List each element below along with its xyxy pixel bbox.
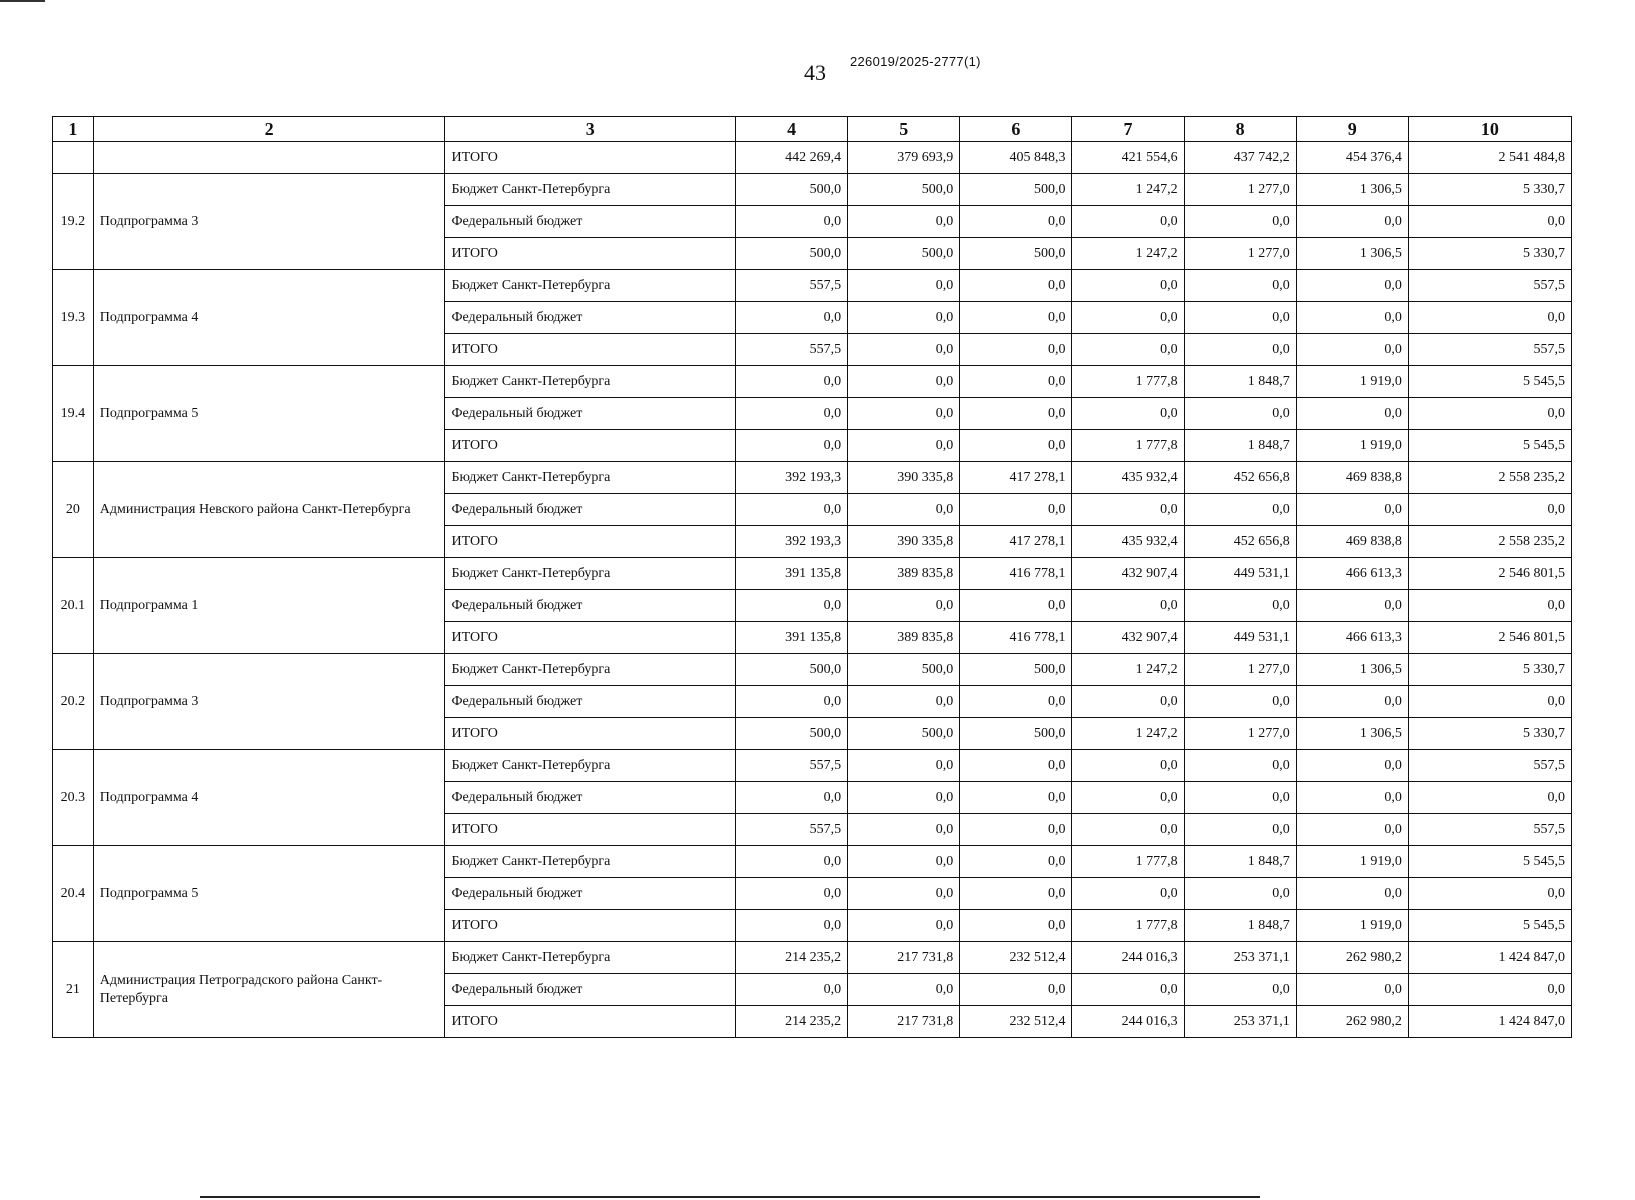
- funding-source-cell: Бюджет Санкт-Петербурга: [445, 846, 736, 878]
- value-cell: 0,0: [1296, 782, 1408, 814]
- value-cell: 391 135,8: [736, 622, 848, 654]
- value-cell: 0,0: [1072, 878, 1184, 910]
- value-cell: 500,0: [736, 238, 848, 270]
- funding-source-cell: ИТОГО: [445, 622, 736, 654]
- value-cell: 5 545,5: [1408, 910, 1571, 942]
- value-cell: 392 193,3: [736, 526, 848, 558]
- value-cell: 0,0: [848, 302, 960, 334]
- value-cell: 0,0: [1296, 302, 1408, 334]
- funding-source-cell: Бюджет Санкт-Петербурга: [445, 270, 736, 302]
- column-number-row: [53, 117, 1572, 142]
- value-cell: 557,5: [736, 814, 848, 846]
- value-cell: 0,0: [848, 782, 960, 814]
- value-cell: 454 376,4: [1296, 142, 1408, 174]
- value-cell: 0,0: [1296, 270, 1408, 302]
- row-name-cell: Подпрограмма 1: [93, 558, 445, 654]
- funding-source-cell: Бюджет Санкт-Петербурга: [445, 942, 736, 974]
- value-cell: 0,0: [1184, 974, 1296, 1006]
- value-cell: 500,0: [960, 238, 1072, 270]
- value-cell: 217 731,8: [848, 1006, 960, 1038]
- funding-source-cell: Бюджет Санкт-Петербурга: [445, 366, 736, 398]
- value-cell: 5 330,7: [1408, 238, 1571, 270]
- table-row: [53, 558, 1572, 590]
- column-header: 8: [1184, 117, 1296, 142]
- value-cell: 389 835,8: [848, 622, 960, 654]
- value-cell: 1 919,0: [1296, 430, 1408, 462]
- funding-source-cell: Федеральный бюджет: [445, 398, 736, 430]
- table-row: [53, 654, 1572, 686]
- funding-source-cell: ИТОГО: [445, 718, 736, 750]
- value-cell: 432 907,4: [1072, 558, 1184, 590]
- value-cell: 0,0: [1184, 270, 1296, 302]
- value-cell: 500,0: [848, 238, 960, 270]
- value-cell: 1 247,2: [1072, 238, 1184, 270]
- value-cell: 500,0: [736, 654, 848, 686]
- funding-source-cell: Бюджет Санкт-Петербурга: [445, 174, 736, 206]
- value-cell: 0,0: [1072, 494, 1184, 526]
- value-cell: 5 330,7: [1408, 654, 1571, 686]
- value-cell: 392 193,3: [736, 462, 848, 494]
- value-cell: 214 235,2: [736, 942, 848, 974]
- value-cell: 1 306,5: [1296, 654, 1408, 686]
- value-cell: 244 016,3: [1072, 1006, 1184, 1038]
- value-cell: 244 016,3: [1072, 942, 1184, 974]
- column-header: 9: [1296, 117, 1408, 142]
- value-cell: 0,0: [960, 270, 1072, 302]
- value-cell: 0,0: [736, 782, 848, 814]
- value-cell: 0,0: [1184, 782, 1296, 814]
- value-cell: 417 278,1: [960, 526, 1072, 558]
- value-cell: 0,0: [1408, 878, 1571, 910]
- value-cell: 500,0: [736, 174, 848, 206]
- row-name-cell: Администрация Петроградского района Санкт-Петербурга: [93, 942, 445, 1038]
- value-cell: 390 335,8: [848, 526, 960, 558]
- value-cell: 0,0: [848, 974, 960, 1006]
- value-cell: 0,0: [1408, 686, 1571, 718]
- value-cell: 0,0: [848, 270, 960, 302]
- table-row: [53, 270, 1572, 302]
- value-cell: 5 545,5: [1408, 430, 1571, 462]
- funding-source-cell: ИТОГО: [445, 142, 736, 174]
- value-cell: 1 777,8: [1072, 846, 1184, 878]
- value-cell: 1 919,0: [1296, 366, 1408, 398]
- budget-table: [52, 116, 1572, 1038]
- value-cell: 500,0: [848, 718, 960, 750]
- value-cell: 5 330,7: [1408, 174, 1571, 206]
- value-cell: 417 278,1: [960, 462, 1072, 494]
- funding-source-cell: Федеральный бюджет: [445, 206, 736, 238]
- value-cell: 0,0: [736, 494, 848, 526]
- row-number-cell: 19.3: [53, 270, 94, 366]
- value-cell: 1 247,2: [1072, 174, 1184, 206]
- value-cell: 0,0: [1184, 398, 1296, 430]
- value-cell: 0,0: [960, 430, 1072, 462]
- funding-source-cell: Федеральный бюджет: [445, 590, 736, 622]
- value-cell: 0,0: [960, 974, 1072, 1006]
- value-cell: 1 277,0: [1184, 654, 1296, 686]
- column-header: 5: [848, 117, 960, 142]
- value-cell: 390 335,8: [848, 462, 960, 494]
- value-cell: 1 848,7: [1184, 846, 1296, 878]
- value-cell: 1 306,5: [1296, 238, 1408, 270]
- row-number-cell: 19.4: [53, 366, 94, 462]
- value-cell: 0,0: [736, 910, 848, 942]
- value-cell: 557,5: [1408, 814, 1571, 846]
- value-cell: 0,0: [848, 814, 960, 846]
- funding-source-cell: ИТОГО: [445, 334, 736, 366]
- funding-source-cell: ИТОГО: [445, 1006, 736, 1038]
- value-cell: 0,0: [736, 878, 848, 910]
- value-cell: 452 656,8: [1184, 526, 1296, 558]
- value-cell: 0,0: [1296, 494, 1408, 526]
- document-id: 226019/2025-2777(1): [850, 54, 981, 69]
- value-cell: 435 932,4: [1072, 526, 1184, 558]
- value-cell: 262 980,2: [1296, 942, 1408, 974]
- value-cell: 0,0: [1408, 398, 1571, 430]
- value-cell: 0,0: [1296, 334, 1408, 366]
- value-cell: 5 545,5: [1408, 366, 1571, 398]
- value-cell: 0,0: [848, 494, 960, 526]
- value-cell: 1 247,2: [1072, 718, 1184, 750]
- funding-source-cell: Бюджет Санкт-Петербурга: [445, 750, 736, 782]
- table-row: [53, 750, 1572, 782]
- value-cell: 0,0: [848, 206, 960, 238]
- row-name-cell: Подпрограмма 5: [93, 846, 445, 942]
- value-cell: 0,0: [848, 846, 960, 878]
- table-row: [53, 942, 1572, 974]
- value-cell: 0,0: [848, 430, 960, 462]
- value-cell: 0,0: [1296, 590, 1408, 622]
- value-cell: 0,0: [1296, 206, 1408, 238]
- value-cell: 0,0: [848, 686, 960, 718]
- value-cell: 0,0: [1296, 686, 1408, 718]
- table-row: [53, 846, 1572, 878]
- value-cell: 217 731,8: [848, 942, 960, 974]
- value-cell: 557,5: [736, 270, 848, 302]
- value-cell: 0,0: [1072, 782, 1184, 814]
- value-cell: 0,0: [848, 750, 960, 782]
- row-number-cell: 20.4: [53, 846, 94, 942]
- funding-source-cell: Федеральный бюджет: [445, 302, 736, 334]
- row-name-cell: Подпрограмма 4: [93, 270, 445, 366]
- value-cell: 2 558 235,2: [1408, 462, 1571, 494]
- value-cell: 405 848,3: [960, 142, 1072, 174]
- funding-source-cell: Бюджет Санкт-Петербурга: [445, 462, 736, 494]
- value-cell: 379 693,9: [848, 142, 960, 174]
- value-cell: 0,0: [960, 814, 1072, 846]
- value-cell: 0,0: [960, 494, 1072, 526]
- column-header: 4: [736, 117, 848, 142]
- funding-source-cell: Федеральный бюджет: [445, 782, 736, 814]
- value-cell: 1 306,5: [1296, 174, 1408, 206]
- value-cell: 1 848,7: [1184, 910, 1296, 942]
- funding-source-cell: Бюджет Санкт-Петербурга: [445, 654, 736, 686]
- bottom-divider: [200, 1196, 1260, 1198]
- value-cell: 0,0: [1072, 814, 1184, 846]
- funding-source-cell: Бюджет Санкт-Петербурга: [445, 558, 736, 590]
- value-cell: 1 277,0: [1184, 238, 1296, 270]
- value-cell: 0,0: [1408, 302, 1571, 334]
- value-cell: 2 558 235,2: [1408, 526, 1571, 558]
- value-cell: 0,0: [960, 846, 1072, 878]
- value-cell: 214 235,2: [736, 1006, 848, 1038]
- value-cell: 0,0: [1072, 206, 1184, 238]
- value-cell: 1 277,0: [1184, 718, 1296, 750]
- value-cell: 0,0: [1296, 750, 1408, 782]
- value-cell: 0,0: [1072, 686, 1184, 718]
- value-cell: 0,0: [848, 878, 960, 910]
- value-cell: 0,0: [1296, 974, 1408, 1006]
- page-number: 43: [804, 60, 826, 85]
- value-cell: 0,0: [1184, 334, 1296, 366]
- funding-source-cell: Федеральный бюджет: [445, 974, 736, 1006]
- value-cell: 0,0: [1184, 494, 1296, 526]
- column-header: 6: [960, 117, 1072, 142]
- row-number-cell: 20: [53, 462, 94, 558]
- row-number-cell: 20.1: [53, 558, 94, 654]
- value-cell: 0,0: [1184, 206, 1296, 238]
- value-cell: 466 613,3: [1296, 558, 1408, 590]
- value-cell: 1 848,7: [1184, 430, 1296, 462]
- value-cell: 232 512,4: [960, 1006, 1072, 1038]
- table-row: [53, 366, 1572, 398]
- value-cell: 0,0: [1184, 814, 1296, 846]
- value-cell: 437 742,2: [1184, 142, 1296, 174]
- value-cell: 389 835,8: [848, 558, 960, 590]
- table-row: [53, 462, 1572, 494]
- value-cell: 0,0: [1072, 398, 1184, 430]
- row-name-cell: [93, 142, 445, 174]
- value-cell: 0,0: [960, 398, 1072, 430]
- row-name-cell: Администрация Невского района Санкт-Петербурга: [93, 462, 445, 558]
- value-cell: 0,0: [736, 302, 848, 334]
- value-cell: 0,0: [960, 910, 1072, 942]
- value-cell: 557,5: [736, 750, 848, 782]
- value-cell: 1 777,8: [1072, 910, 1184, 942]
- value-cell: 432 907,4: [1072, 622, 1184, 654]
- value-cell: 442 269,4: [736, 142, 848, 174]
- value-cell: 1 424 847,0: [1408, 1006, 1571, 1038]
- row-name-cell: Подпрограмма 4: [93, 750, 445, 846]
- value-cell: 0,0: [960, 206, 1072, 238]
- value-cell: 0,0: [848, 366, 960, 398]
- value-cell: 500,0: [848, 174, 960, 206]
- value-cell: 0,0: [848, 398, 960, 430]
- value-cell: 500,0: [960, 174, 1072, 206]
- row-name-cell: Подпрограмма 3: [93, 174, 445, 270]
- value-cell: 5 545,5: [1408, 846, 1571, 878]
- value-cell: 452 656,8: [1184, 462, 1296, 494]
- value-cell: 0,0: [960, 366, 1072, 398]
- value-cell: 0,0: [1072, 334, 1184, 366]
- value-cell: 0,0: [1072, 270, 1184, 302]
- table-body: [53, 142, 1572, 1038]
- value-cell: 0,0: [1072, 302, 1184, 334]
- value-cell: 1 306,5: [1296, 718, 1408, 750]
- value-cell: 2 546 801,5: [1408, 622, 1571, 654]
- value-cell: 0,0: [1072, 974, 1184, 1006]
- value-cell: 0,0: [1072, 750, 1184, 782]
- value-cell: 1 247,2: [1072, 654, 1184, 686]
- value-cell: 1 777,8: [1072, 430, 1184, 462]
- value-cell: 0,0: [736, 846, 848, 878]
- value-cell: 0,0: [1184, 878, 1296, 910]
- table-row: [53, 142, 1572, 174]
- page-header: [0, 50, 1635, 90]
- value-cell: 500,0: [960, 718, 1072, 750]
- column-header: 2: [93, 117, 445, 142]
- value-cell: 391 135,8: [736, 558, 848, 590]
- value-cell: 557,5: [736, 334, 848, 366]
- value-cell: 0,0: [1184, 302, 1296, 334]
- value-cell: 1 919,0: [1296, 910, 1408, 942]
- funding-source-cell: Федеральный бюджет: [445, 494, 736, 526]
- value-cell: 0,0: [1408, 974, 1571, 1006]
- value-cell: 253 371,1: [1184, 942, 1296, 974]
- value-cell: 0,0: [1072, 590, 1184, 622]
- row-number-cell: 21: [53, 942, 94, 1038]
- value-cell: 557,5: [1408, 750, 1571, 782]
- funding-source-cell: ИТОГО: [445, 910, 736, 942]
- value-cell: 469 838,8: [1296, 526, 1408, 558]
- column-header: 10: [1408, 117, 1571, 142]
- value-cell: 0,0: [960, 302, 1072, 334]
- value-cell: 0,0: [960, 686, 1072, 718]
- row-number-cell: 20.2: [53, 654, 94, 750]
- column-header: 1: [53, 117, 94, 142]
- row-number-cell: 19.2: [53, 174, 94, 270]
- value-cell: 0,0: [1408, 782, 1571, 814]
- funding-source-cell: ИТОГО: [445, 430, 736, 462]
- value-cell: 0,0: [1296, 878, 1408, 910]
- value-cell: 0,0: [736, 686, 848, 718]
- value-cell: 5 330,7: [1408, 718, 1571, 750]
- value-cell: 0,0: [736, 974, 848, 1006]
- value-cell: 0,0: [960, 334, 1072, 366]
- value-cell: 1 919,0: [1296, 846, 1408, 878]
- value-cell: 469 838,8: [1296, 462, 1408, 494]
- value-cell: 0,0: [1408, 590, 1571, 622]
- value-cell: 2 541 484,8: [1408, 142, 1571, 174]
- value-cell: 500,0: [960, 654, 1072, 686]
- row-name-cell: Подпрограмма 5: [93, 366, 445, 462]
- value-cell: 0,0: [1184, 590, 1296, 622]
- value-cell: 449 531,1: [1184, 622, 1296, 654]
- value-cell: 0,0: [1408, 206, 1571, 238]
- value-cell: 1 424 847,0: [1408, 942, 1571, 974]
- funding-source-cell: ИТОГО: [445, 814, 736, 846]
- value-cell: 0,0: [1184, 686, 1296, 718]
- value-cell: 0,0: [736, 430, 848, 462]
- value-cell: 0,0: [960, 750, 1072, 782]
- value-cell: 0,0: [848, 590, 960, 622]
- value-cell: 416 778,1: [960, 622, 1072, 654]
- funding-source-cell: ИТОГО: [445, 526, 736, 558]
- value-cell: 557,5: [1408, 270, 1571, 302]
- value-cell: 449 531,1: [1184, 558, 1296, 590]
- funding-source-cell: Федеральный бюджет: [445, 686, 736, 718]
- value-cell: 0,0: [736, 398, 848, 430]
- table-row: [53, 174, 1572, 206]
- value-cell: 0,0: [1408, 494, 1571, 526]
- value-cell: 0,0: [960, 590, 1072, 622]
- value-cell: 500,0: [736, 718, 848, 750]
- value-cell: 0,0: [960, 782, 1072, 814]
- scan-edge-mark: [0, 0, 45, 2]
- value-cell: 557,5: [1408, 334, 1571, 366]
- row-number-cell: [53, 142, 94, 174]
- value-cell: 253 371,1: [1184, 1006, 1296, 1038]
- value-cell: 466 613,3: [1296, 622, 1408, 654]
- value-cell: 0,0: [736, 366, 848, 398]
- value-cell: 0,0: [736, 206, 848, 238]
- column-header: 7: [1072, 117, 1184, 142]
- value-cell: 435 932,4: [1072, 462, 1184, 494]
- value-cell: 416 778,1: [960, 558, 1072, 590]
- value-cell: 0,0: [1296, 814, 1408, 846]
- funding-source-cell: ИТОГО: [445, 238, 736, 270]
- value-cell: 0,0: [848, 334, 960, 366]
- value-cell: 0,0: [848, 910, 960, 942]
- value-cell: 0,0: [1296, 398, 1408, 430]
- value-cell: 262 980,2: [1296, 1006, 1408, 1038]
- row-number-cell: 20.3: [53, 750, 94, 846]
- value-cell: 1 848,7: [1184, 366, 1296, 398]
- value-cell: 0,0: [736, 590, 848, 622]
- value-cell: 0,0: [960, 878, 1072, 910]
- row-name-cell: Подпрограмма 3: [93, 654, 445, 750]
- value-cell: 1 277,0: [1184, 174, 1296, 206]
- value-cell: 2 546 801,5: [1408, 558, 1571, 590]
- value-cell: 232 512,4: [960, 942, 1072, 974]
- value-cell: 500,0: [848, 654, 960, 686]
- funding-source-cell: Федеральный бюджет: [445, 878, 736, 910]
- column-header: 3: [445, 117, 736, 142]
- value-cell: 1 777,8: [1072, 366, 1184, 398]
- value-cell: 0,0: [1184, 750, 1296, 782]
- value-cell: 421 554,6: [1072, 142, 1184, 174]
